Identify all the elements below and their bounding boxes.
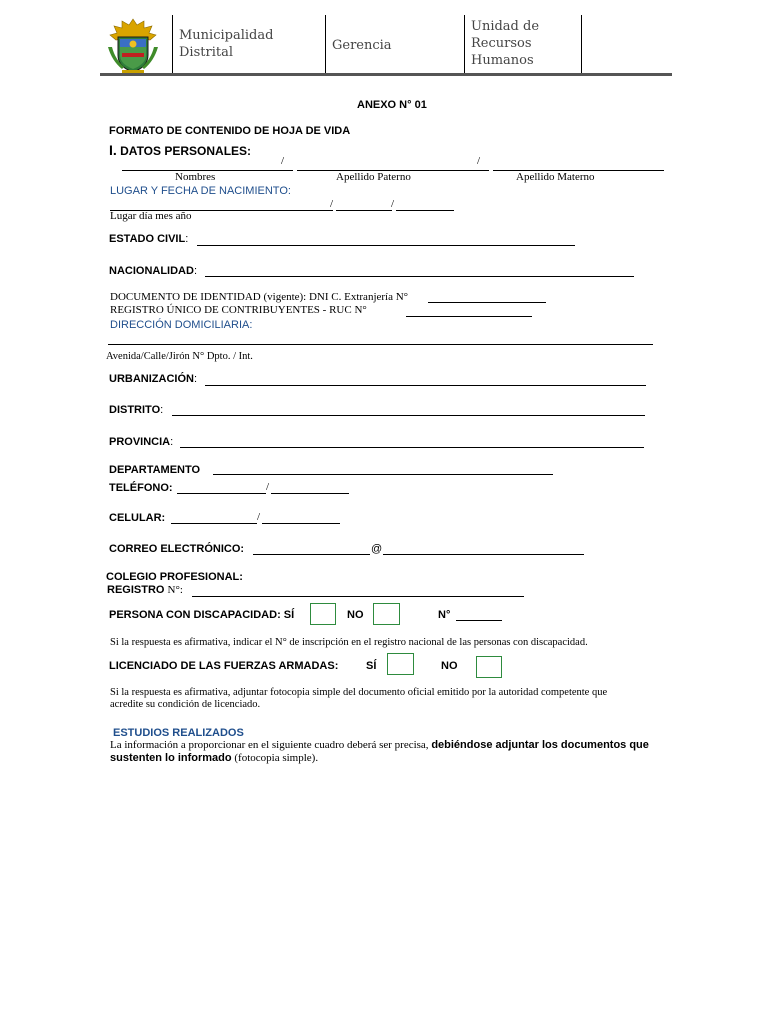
header-rule xyxy=(100,73,672,76)
province-colon: : xyxy=(170,436,174,448)
birth-separator-1: / xyxy=(330,198,334,210)
municipal-coat-of-arms-logo xyxy=(104,17,162,75)
disability-no-checkbox[interactable] xyxy=(373,603,400,625)
civil-status-label xyxy=(109,233,188,245)
address-label: DIRECCIÓN DOMICILIARIA: xyxy=(110,319,253,331)
caption-paternal-surname: Apellido Paterno xyxy=(336,171,411,183)
section-label: DATOS PERSONALES: xyxy=(120,144,252,158)
registry-field[interactable] xyxy=(192,596,524,597)
caption-first-name: Nombres xyxy=(175,171,216,183)
birth-label: LUGAR Y FECHA DE NACIMIENTO: xyxy=(110,185,291,197)
district-colon: : xyxy=(160,404,164,416)
header-department: Gerencia xyxy=(332,38,392,53)
birth-month-field[interactable] xyxy=(336,210,392,211)
nationality-colon: : xyxy=(193,265,198,277)
disability-no-label: NO xyxy=(347,609,364,621)
disability-number-field[interactable] xyxy=(456,620,502,621)
registry-label xyxy=(107,584,183,596)
email-user-field[interactable] xyxy=(253,554,370,555)
studies-intro-plain: La información a proporcionar en el siguiente cuadro deberá ser precisa, xyxy=(110,739,429,751)
district-field[interactable] xyxy=(172,415,645,416)
registry-number-text: N°: xyxy=(167,584,183,596)
college-label: COLEGIO PROFESIONAL: xyxy=(106,571,243,583)
ruc-label: REGISTRO ÚNICO DE CONTRIBUYENTES - RUC N° xyxy=(110,304,367,316)
studies-intro-bold2: sustenten lo informado xyxy=(110,752,232,764)
nationality-label xyxy=(109,265,197,277)
armed-forces-label: LICENCIADO DE LAS FUERZAS ARMADAS: xyxy=(109,660,339,672)
section-personal-data xyxy=(109,142,251,158)
email-label: CORREO ELECTRÓNICO: xyxy=(109,543,245,555)
disability-yes-checkbox[interactable] xyxy=(310,603,336,625)
department-field[interactable] xyxy=(213,474,553,475)
phone-label: TELÉFONO: xyxy=(109,482,173,494)
province-label xyxy=(109,436,173,448)
id-document-field[interactable] xyxy=(428,302,546,303)
nationality-text: NACIONALIDAD xyxy=(109,265,194,277)
address-caption: Avenida/Calle/Jirón N° Dpto. / Int. xyxy=(106,351,253,362)
mobile-field-1[interactable] xyxy=(171,523,257,524)
armed-forces-yes-checkbox[interactable] xyxy=(387,653,414,675)
id-document-label: DOCUMENTO DE IDENTIDAD (vigente): DNI C. Extranjería N° xyxy=(110,291,409,303)
urbanization-field[interactable] xyxy=(205,385,646,386)
document-header xyxy=(100,15,672,75)
mobile-field-2[interactable] xyxy=(262,523,340,524)
birth-separator-2: / xyxy=(391,198,395,210)
annex-title: ANEXO N° 01 xyxy=(357,99,427,111)
armed-forces-note-line1: Si la respuesta es afirmativa, adjuntar fotocopia simple del documento oficial emitido por la autoridad competente que xyxy=(110,687,608,698)
email-domain-field[interactable] xyxy=(383,554,584,555)
birth-year-field[interactable] xyxy=(396,210,454,211)
name-separator-2: / xyxy=(477,155,481,167)
district-text: DISTRITO xyxy=(109,404,161,416)
phone-field-1[interactable] xyxy=(177,493,266,494)
caption-maternal-surname: Apellido Materno xyxy=(516,171,595,183)
header-org: Municipalidad Distrital xyxy=(179,28,274,60)
province-text: PROVINCIA xyxy=(109,436,171,448)
studies-intro-bold1: debiéndose adjuntar los documentos que xyxy=(431,739,649,751)
studies-intro-end: (fotocopia simple). xyxy=(234,752,319,764)
ruc-field[interactable] xyxy=(406,316,532,317)
form-title: FORMATO DE CONTENIDO DE HOJA DE VIDA xyxy=(109,125,351,137)
mobile-label: CELULAR: xyxy=(109,512,166,524)
urbanization-colon: : xyxy=(193,373,198,385)
province-field[interactable] xyxy=(180,447,644,448)
disability-label: PERSONA CON DISCAPACIDAD: SÍ xyxy=(109,609,295,621)
section-roman: I. xyxy=(109,142,117,158)
name-separator-1: / xyxy=(281,155,285,167)
urbanization-label xyxy=(109,373,197,385)
address-field[interactable] xyxy=(108,344,653,345)
armed-forces-note-line2: acredite su condición de licenciado. xyxy=(110,699,261,710)
urbanization-text: URBANIZACIÓN xyxy=(109,373,194,385)
birth-caption: Lugar día mes año xyxy=(110,210,192,222)
civil-status-field[interactable] xyxy=(197,245,575,246)
department-label: DEPARTAMENTO xyxy=(109,464,201,476)
mobile-separator: / xyxy=(257,511,261,523)
disability-number-label: N° xyxy=(438,609,451,621)
registry-text: REGISTRO xyxy=(107,584,165,596)
phone-separator: / xyxy=(266,481,270,493)
studies-heading: ESTUDIOS REALIZADOS xyxy=(113,727,244,739)
armed-forces-no-label: NO xyxy=(441,660,458,672)
disability-note: Si la respuesta es afirmativa, indicar el N° de inscripción en el registro nacional de las personas con discapacidad. xyxy=(110,637,588,648)
header-unit: Unidad de Recursos Humanos xyxy=(471,19,540,68)
armed-forces-yes-label: SÍ xyxy=(366,660,377,672)
nationality-field[interactable] xyxy=(205,276,634,277)
civil-status-text: ESTADO CIVIL xyxy=(109,233,186,245)
civil-status-colon: : xyxy=(185,233,189,245)
armed-forces-no-checkbox[interactable] xyxy=(476,656,502,678)
phone-field-2[interactable] xyxy=(271,493,349,494)
studies-intro xyxy=(110,739,690,765)
email-at-sign: @ xyxy=(371,543,383,555)
district-label xyxy=(109,404,163,416)
